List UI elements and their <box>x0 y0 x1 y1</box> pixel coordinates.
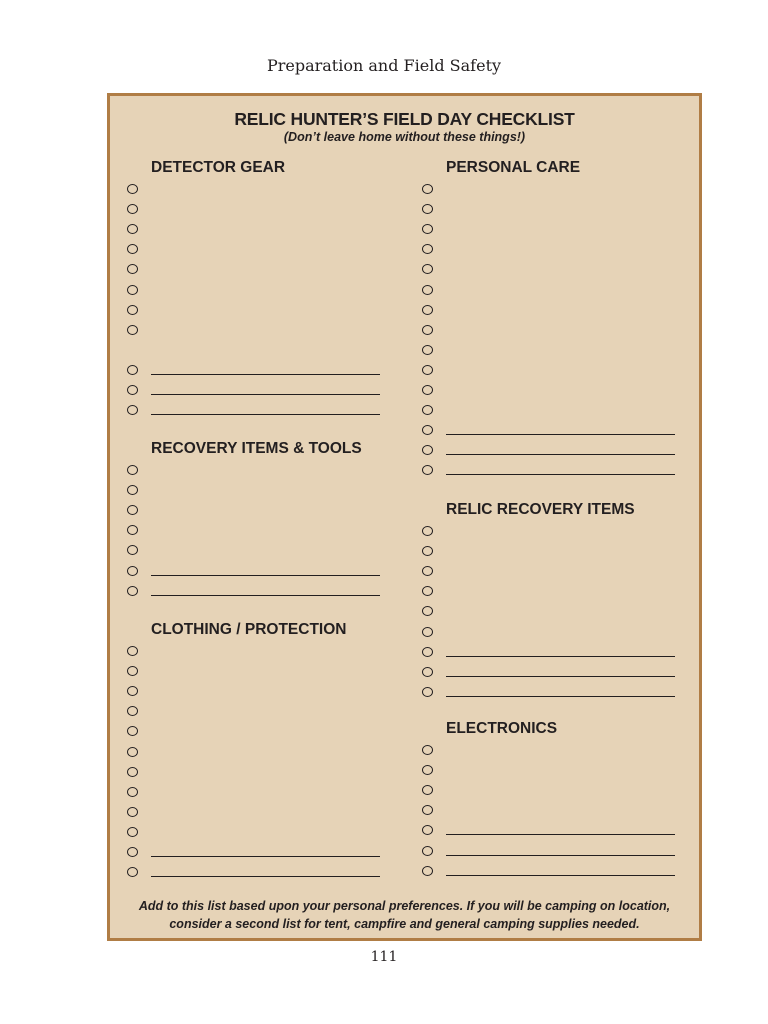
checkbox-circle-icon[interactable] <box>422 846 433 856</box>
write-in-line <box>151 394 380 395</box>
write-in-line <box>446 855 675 856</box>
section-heading: RELIC RECOVERY ITEMS <box>446 501 635 518</box>
checkbox-circle-icon[interactable] <box>127 264 138 274</box>
checklist-footnote <box>110 897 699 933</box>
checkbox-circle-icon[interactable] <box>127 646 138 656</box>
checkbox-circle-icon[interactable] <box>422 526 433 536</box>
checkbox-circle-icon[interactable] <box>127 184 138 194</box>
checkbox-circle-icon[interactable] <box>127 566 138 576</box>
checkbox-circle-icon[interactable] <box>127 706 138 716</box>
checkbox-circle-icon[interactable] <box>422 224 433 234</box>
checkbox-circle-icon[interactable] <box>422 465 433 475</box>
section-heading: ELECTRONICS <box>446 720 558 737</box>
section-heading: DETECTOR GEAR <box>151 159 286 176</box>
checkbox-circle-icon[interactable] <box>127 686 138 696</box>
write-in-line <box>151 575 380 576</box>
write-in-line <box>446 474 675 475</box>
checkbox-circle-icon[interactable] <box>422 365 433 375</box>
checkbox-circle-icon[interactable] <box>422 285 433 295</box>
checkbox-circle-icon[interactable] <box>127 325 138 335</box>
checkbox-circle-icon[interactable] <box>422 305 433 315</box>
checkbox-circle-icon[interactable] <box>127 827 138 837</box>
write-in-line <box>446 656 675 657</box>
checkbox-circle-icon[interactable] <box>127 847 138 857</box>
checklist-subtitle: (Don’t leave home without these things!) <box>283 130 526 144</box>
running-head: Preparation and Field Safety <box>266 56 502 75</box>
checkbox-circle-icon[interactable] <box>422 667 433 677</box>
section-heading: RECOVERY ITEMS & TOOLS <box>151 440 362 457</box>
checkbox-circle-icon[interactable] <box>127 586 138 596</box>
checkbox-circle-icon[interactable] <box>422 687 433 697</box>
write-in-line <box>151 414 380 415</box>
checkbox-circle-icon[interactable] <box>422 647 433 657</box>
checkbox-circle-icon[interactable] <box>127 485 138 495</box>
checkbox-circle-icon[interactable] <box>422 244 433 254</box>
checkbox-circle-icon[interactable] <box>422 785 433 795</box>
checkbox-circle-icon[interactable] <box>422 325 433 335</box>
checkbox-circle-icon[interactable] <box>422 204 433 214</box>
checkbox-circle-icon[interactable] <box>127 285 138 295</box>
checkbox-circle-icon[interactable] <box>127 244 138 254</box>
page-number: 111 <box>370 949 398 965</box>
write-in-line <box>151 595 380 596</box>
checkbox-circle-icon[interactable] <box>127 305 138 315</box>
write-in-line <box>446 696 675 697</box>
checkbox-circle-icon[interactable] <box>422 345 433 355</box>
write-in-line <box>151 374 380 375</box>
checkbox-circle-icon[interactable] <box>422 745 433 755</box>
checkbox-circle-icon[interactable] <box>127 726 138 736</box>
write-in-line <box>446 454 675 455</box>
checkbox-circle-icon[interactable] <box>127 365 138 375</box>
write-in-line <box>446 676 675 677</box>
checkbox-circle-icon[interactable] <box>422 586 433 596</box>
checkbox-circle-icon[interactable] <box>127 807 138 817</box>
checkbox-circle-icon[interactable] <box>422 385 433 395</box>
footnote-line-2: consider a second list for tent, campfire and general camping supplies needed. <box>169 917 640 931</box>
write-in-line <box>151 876 380 877</box>
checkbox-circle-icon[interactable] <box>127 767 138 777</box>
checkbox-circle-icon[interactable] <box>127 204 138 214</box>
checkbox-circle-icon[interactable] <box>422 805 433 815</box>
checkbox-circle-icon[interactable] <box>127 867 138 877</box>
checkbox-circle-icon[interactable] <box>422 184 433 194</box>
checkbox-circle-icon[interactable] <box>127 405 138 415</box>
write-in-line <box>446 434 675 435</box>
checkbox-circle-icon[interactable] <box>422 606 433 616</box>
checkbox-circle-icon[interactable] <box>422 445 433 455</box>
checkbox-circle-icon[interactable] <box>127 545 138 555</box>
checkbox-circle-icon[interactable] <box>127 465 138 475</box>
checkbox-circle-icon[interactable] <box>422 765 433 775</box>
checkbox-circle-icon[interactable] <box>127 525 138 535</box>
section-heading: CLOTHING / PROTECTION <box>151 621 347 638</box>
checkbox-circle-icon[interactable] <box>127 666 138 676</box>
checkbox-circle-icon[interactable] <box>127 385 138 395</box>
checkbox-circle-icon[interactable] <box>422 566 433 576</box>
checkbox-circle-icon[interactable] <box>127 747 138 757</box>
checkbox-circle-icon[interactable] <box>422 425 433 435</box>
checkbox-circle-icon[interactable] <box>422 866 433 876</box>
write-in-line <box>446 834 675 835</box>
checkbox-circle-icon[interactable] <box>422 264 433 274</box>
section-heading: PERSONAL CARE <box>446 159 581 176</box>
checkbox-circle-icon[interactable] <box>422 825 433 835</box>
write-in-line <box>446 875 675 876</box>
checklist-title: RELIC HUNTER’S FIELD DAY CHECKLIST <box>234 109 575 129</box>
write-in-line <box>151 856 380 857</box>
checkbox-circle-icon[interactable] <box>422 546 433 556</box>
checkbox-circle-icon[interactable] <box>127 505 138 515</box>
checklist-panel <box>107 93 702 941</box>
checkbox-circle-icon[interactable] <box>422 627 433 637</box>
footnote-line-1: Add to this list based upon your personal preferences. If you will be camping on location, <box>138 899 671 913</box>
checkbox-circle-icon[interactable] <box>127 787 138 797</box>
checkbox-circle-icon[interactable] <box>127 224 138 234</box>
checkbox-circle-icon[interactable] <box>422 405 433 415</box>
